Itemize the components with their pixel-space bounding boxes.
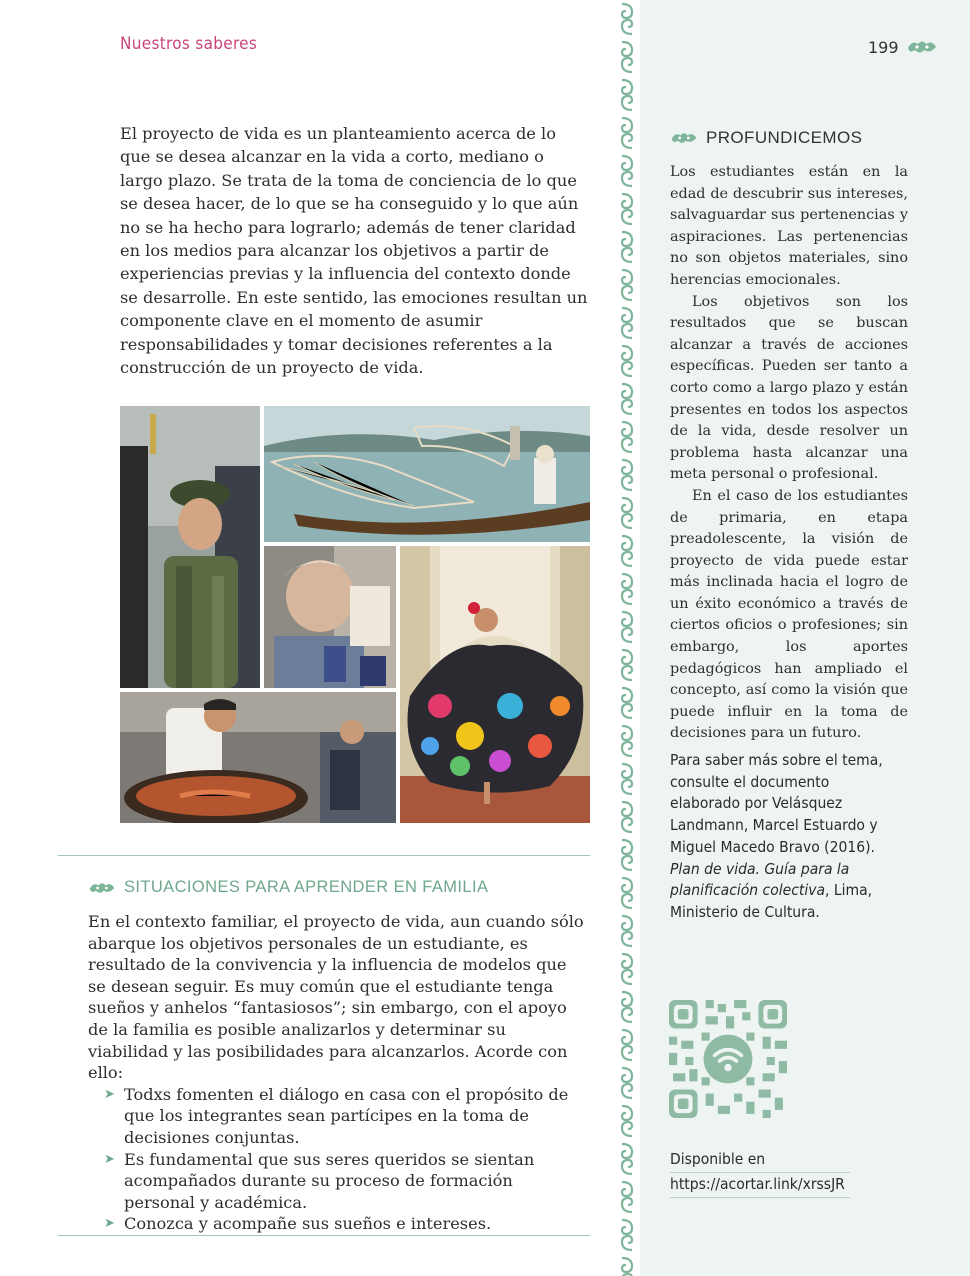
- photo-artisan: [264, 546, 396, 688]
- family-bullet-list: [104, 1084, 588, 1235]
- sidebar-paragraph: En el caso de los estudiantes de primaria, en etapa preadolescente, la visión de proyecto de vida puede estar más inclinada hacia el logro de un éxito económico a través de ciertos oficios o profesiones; sin embargo, los aportes pedagógicos han ampliado el concepto, así como la visión que puede influir en la toma de decisiones para un futuro.: [670, 487, 908, 742]
- profundicemos-heading-text: PROFUNDICEMOS: [706, 128, 863, 147]
- divider-bottom: [58, 1235, 590, 1236]
- ornament-icon: [906, 38, 938, 56]
- family-heading-text: SITUACIONES PARA APRENDER EN FAMILIA: [124, 878, 489, 896]
- more-info-text: Para saber más sobre el tema, consulte el documento elaborado por Velásquez Landmann, Marcel Estuardo y Miguel Macedo Bravo (2016).: [670, 751, 883, 856]
- photo-dancer: [400, 546, 590, 823]
- more-info-note: [670, 750, 900, 924]
- family-paragraph: En el contexto familiar, el proyecto de vida, aun cuando sólo abarque los objetivos personales de un estudiante, es resultado de la convivencia y la influencia de modelos que se desean seguir. Es muy común que el estudiante tenga sueños y anhelos “fantasiosos”; sin embargo, con el apoyo de la familia es posible analizarlos y determinar su viabilidad y las posibilidades para alcanzarlos. Acorde con ello:: [88, 912, 584, 1083]
- sidebar-paragraph: Los estudiantes están en la edad de descubrir sus intereses, salvaguardar sus pertenencias y aspiraciones. Las pertenencias no son objetos materiales, sino herencias emocionales.: [670, 164, 908, 288]
- photo-soldier: [120, 406, 260, 688]
- available-label: Disponible en: [670, 1148, 850, 1173]
- photo-cook: [120, 692, 396, 823]
- photo-fishermen: [264, 406, 590, 542]
- divider-top: [58, 855, 590, 856]
- more-info-title: Plan de vida. Guía para la planificación colectiva: [670, 859, 850, 900]
- sidebar-paragraph: Los objetivos son los resultados que se buscan alcanzar a través de acciones específicas. Pueden ser tanto a corto como a largo plazo y están presentes en todos los aspectos de la vida, desde resolver un problema hasta alcanzar una meta personal o profesional.: [670, 293, 908, 483]
- list-item: ➤ Es fundamental que sus seres queridos se sientan acompañados durante su proceso de formación personal y académica.: [104, 1149, 588, 1214]
- ornament-icon: [670, 129, 698, 147]
- section-name: Nuestros saberes: [120, 34, 258, 54]
- intro-paragraph: El proyecto de vida es un planteamiento acerca de lo que se desea alcanzar en la vida a corto, mediano o largo plazo. Se trata de la toma de conciencia de lo que se desea hacer, de lo que se ha conseguido y lo que aún no se ha hecho para lograrlo; además de tener claridad en los medios para alcanzar los objetivos a partir de experiencias previas y la influencia del contexto donde se desarrolle. En este sentido, las emociones resultan un componente clave en el momento de asumir responsabilidades y tomar decisiones referentes a la construcción de un proyecto de vida.: [120, 124, 588, 378]
- list-item: ➤ Conozca y acompañe sus sueños e intereses.: [104, 1213, 588, 1235]
- ornament-icon: [88, 879, 116, 897]
- profundicemos-heading: [670, 128, 862, 148]
- list-item: ➤ Todxs fomenten el diálogo en casa con el propósito de que los integrantes sean partícipes en la toma de decisiones conjuntas.: [104, 1084, 588, 1149]
- decorative-border: [614, 0, 640, 1276]
- resource-link[interactable]: https://acortar.link/xrssJR: [670, 1173, 850, 1198]
- family-section-body: [88, 911, 588, 1235]
- family-section-heading: [88, 878, 488, 897]
- profundicemos-body: [670, 162, 908, 745]
- page-number: 199: [868, 38, 899, 57]
- more-info-tail: , Lima, Ministerio de Cultura.: [670, 881, 873, 921]
- qr-code[interactable]: [669, 1000, 787, 1118]
- availability-block: [670, 1148, 850, 1198]
